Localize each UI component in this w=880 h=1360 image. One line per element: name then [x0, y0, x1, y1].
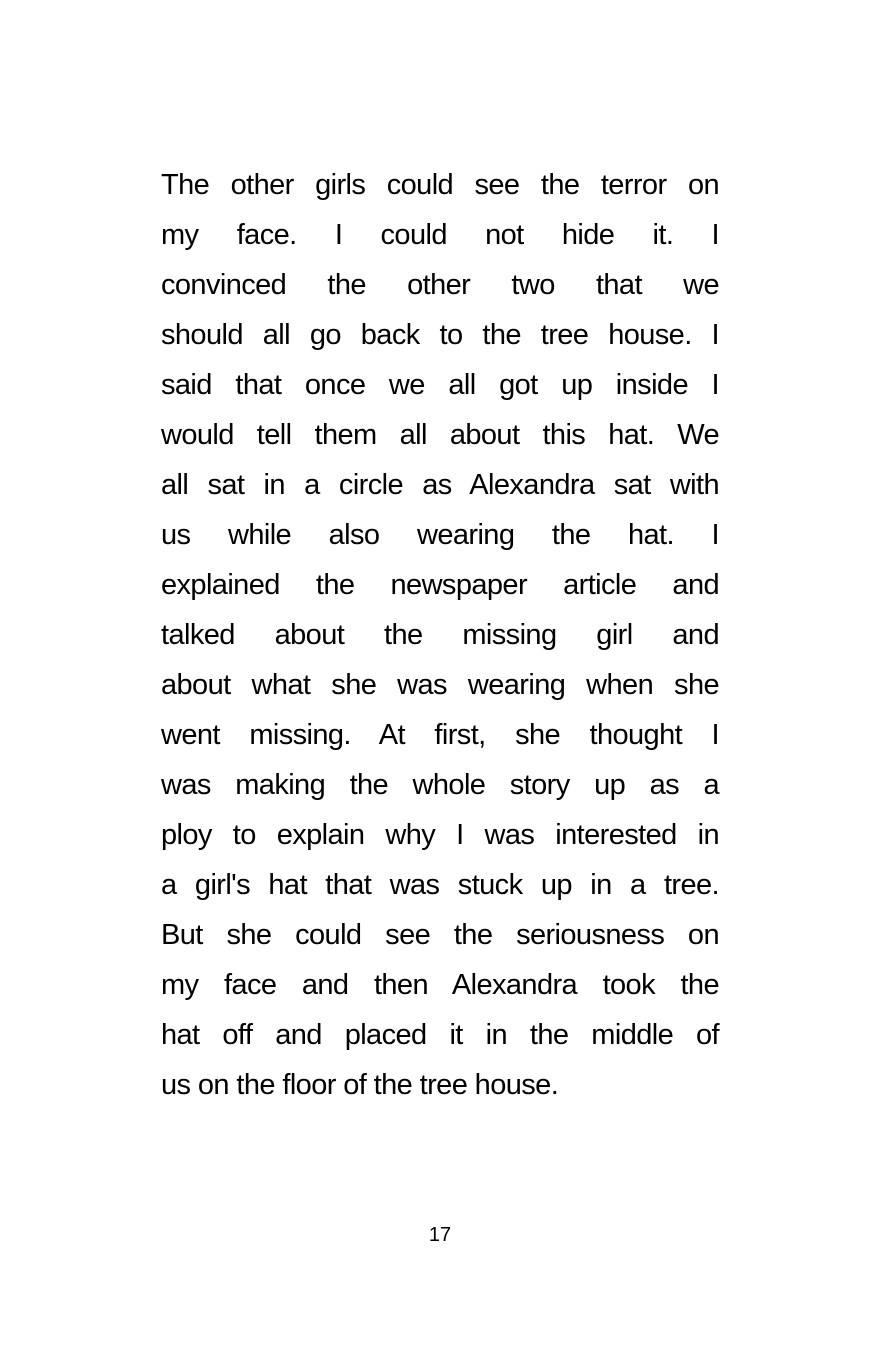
text-line: talked about the missing girl and [161, 619, 719, 651]
text-line: convinced the other two that we [161, 269, 719, 301]
text-line: ploy to explain why I was interested in [161, 819, 719, 851]
text-line: us while also wearing the hat. I [161, 519, 719, 551]
text-line: about what she was wearing when she [161, 669, 719, 701]
text-line: all sat in a circle as Alexandra sat with [161, 469, 719, 501]
text-line: explained the newspaper article and [161, 569, 719, 601]
text-line: my face and then Alexandra took the [161, 969, 719, 1001]
text-line-last: us on the floor of the tree house. [161, 1069, 559, 1101]
page-number: 17 [428, 1224, 452, 1246]
text-line: But she could see the seriousness on [161, 919, 719, 951]
text-line: a girl's hat that was stuck up in a tree. [161, 869, 719, 901]
text-line: would tell them all about this hat. We [161, 419, 719, 451]
text-line: was making the whole story up as a [161, 769, 719, 801]
text-line: The other girls could see the terror on [161, 169, 719, 201]
text-line: hat off and placed it in the middle of [161, 1019, 719, 1051]
text-line: went missing. At first, she thought I [161, 719, 719, 751]
text-line: my face. I could not hide it. I [161, 219, 719, 251]
text-line: said that once we all got up inside I [161, 369, 719, 401]
body-paragraph [161, 160, 719, 1110]
text-line: should all go back to the tree house. I [161, 319, 719, 351]
